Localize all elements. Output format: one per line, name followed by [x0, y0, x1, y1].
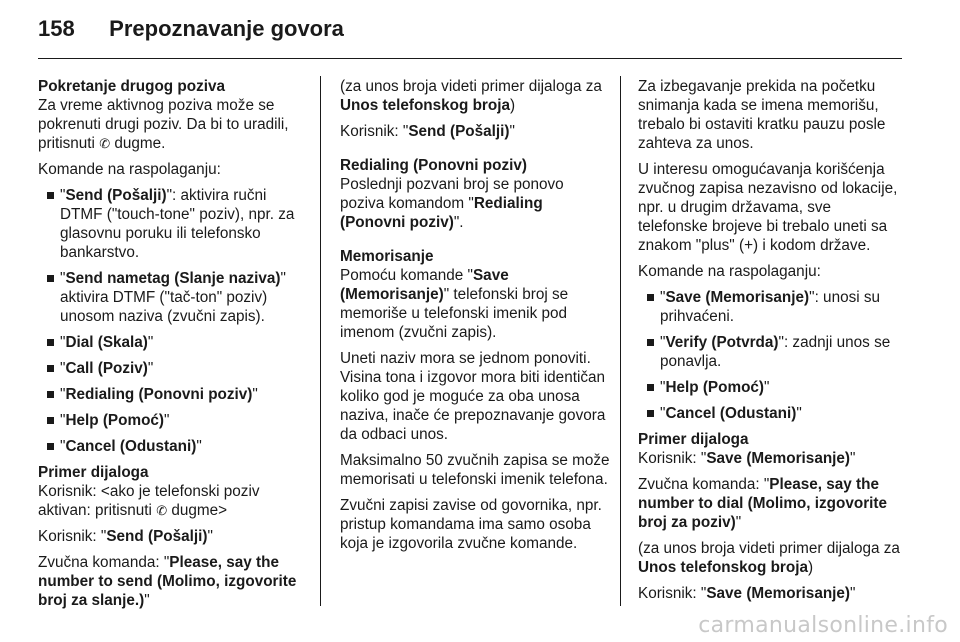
paragraph: Zvučni zapisi zavise od govornika, npr. pristup komandama ima samo osoba koja je izgovorila zvučne komande. — [340, 497, 602, 552]
section-heading: Pokretanje drugog poziva — [38, 78, 225, 95]
list-item: "Save (Memorisanje)": unosi su prihvaćeni. — [638, 288, 902, 326]
paragraph: U interesu omogućavanja korišćenja zvučnog zapisa nezavisno od lokacije, npr. u drugim državama, sve telefonske brojeve bi trebalo uneti sa znakom "plus" (+) i kodom države. — [638, 161, 898, 254]
section-heading: Primer dijaloga — [38, 464, 149, 481]
bullet-icon — [47, 417, 54, 424]
list-item: "Send (Pošalji)": aktivira ručni DTMF ("touch-tone" poziv), npr. za glasovnu poruku ili telefonsko bankarstvo. — [38, 186, 312, 262]
watermark: carmanualsonline.info — [698, 613, 948, 638]
paragraph: Korisnik: "Send (Pošalji)" — [38, 528, 213, 545]
paragraph: Maksimalno 50 zvučnih zapisa se može memorisati u telefonski imenik telefona. — [340, 452, 610, 488]
bullet-icon — [47, 339, 54, 346]
page-header — [38, 16, 344, 48]
list-item: "Send nametag (Slanje naziva)" aktivira DTMF ("tač-ton" poziv) unosom naziva (zvučni zapis). — [38, 269, 312, 326]
column-3 — [638, 77, 902, 610]
bullet-icon — [47, 275, 54, 282]
paragraph: Zvučna komanda: "Please, say the number to send (Molimo, izgovorite broj za slanje.)" — [38, 554, 297, 609]
paragraph: Za izbegavanje prekida na početku snimanja kada se imena memorišu, trebalo bi ostaviti kratku pauzu posle zahteva za unos. — [638, 78, 886, 152]
paragraph: Komande na raspolaganju: — [38, 161, 221, 178]
bullet-icon — [47, 443, 54, 450]
paragraph: (za unos broja videti primer dijaloga za Unos telefonskog broja) — [340, 78, 602, 114]
paragraph: Uneti naziv mora se jednom ponoviti. Visina tona i izgovor mora biti identičan koliko god je moguće za oba unosa naziva, inače će prepoznavanje govora da odbaci unos. — [340, 350, 606, 443]
list-item: "Call (Poziv)" — [38, 359, 312, 378]
section-heading: Memorisanje — [340, 248, 434, 265]
bullet-icon — [47, 391, 54, 398]
paragraph: (za unos broja videti primer dijaloga za Unos telefonskog broja) — [638, 540, 900, 576]
bullet-icon — [647, 339, 654, 346]
section-heading: Primer dijaloga — [638, 431, 749, 448]
column-divider-2 — [620, 76, 621, 606]
list-item: "Cancel (Odustani)" — [38, 437, 312, 456]
bullet-icon — [647, 294, 654, 301]
column-2 — [340, 77, 610, 560]
bullet-icon — [647, 384, 654, 391]
phone-icon: ✆ — [156, 503, 168, 518]
list-item: "Verify (Potvrda)": zadnji unos se ponavlja. — [638, 333, 902, 371]
paragraph: Korisnik: "Save (Memorisanje)" — [638, 585, 856, 602]
list-item: "Redialing (Ponovni poziv)" — [38, 385, 312, 404]
paragraph: Pomoću komande "Save (Memorisanje)" telefonski broj se memoriše u telefonski imenik pod imenom (zvučni zapis). — [340, 267, 569, 341]
bullet-icon — [647, 410, 654, 417]
paragraph: Korisnik: "Send (Pošalji)" — [340, 123, 515, 140]
paragraph: Za vreme aktivnog poziva može se pokrenuti drugi poziv. Da bi to uradili, pritisnuti ✆ dugme. — [38, 97, 289, 152]
bullet-icon — [47, 192, 54, 199]
phone-icon: ✆ — [99, 136, 111, 151]
section-heading: Redialing (Ponovni poziv) — [340, 157, 527, 174]
command-list — [638, 288, 902, 423]
list-item: "Cancel (Odustani)" — [638, 404, 902, 423]
command-list — [38, 186, 312, 456]
bullet-icon — [47, 365, 54, 372]
page-title: Prepoznavanje govora — [109, 16, 344, 41]
page-number: 158 — [38, 16, 75, 41]
header-rule — [38, 58, 902, 59]
list-item: "Help (Pomoć)" — [38, 411, 312, 430]
list-item: "Dial (Skala)" — [38, 333, 312, 352]
paragraph: Zvučna komanda: "Please, say the number to dial (Molimo, izgovorite broj za poziv)" — [638, 476, 888, 531]
list-item: "Help (Pomoć)" — [638, 378, 902, 397]
column-1 — [38, 77, 312, 617]
paragraph: Korisnik: "Save (Memorisanje)" — [638, 450, 856, 467]
column-divider-1 — [320, 76, 321, 606]
paragraph: Korisnik: <ako je telefonski poziv aktivan: pritisnuti ✆ dugme> — [38, 483, 260, 519]
paragraph: Komande na raspolaganju: — [638, 263, 821, 280]
paragraph: Poslednji pozvani broj se ponovo poziva komandom "Redialing (Ponovni poziv)". — [340, 176, 564, 231]
